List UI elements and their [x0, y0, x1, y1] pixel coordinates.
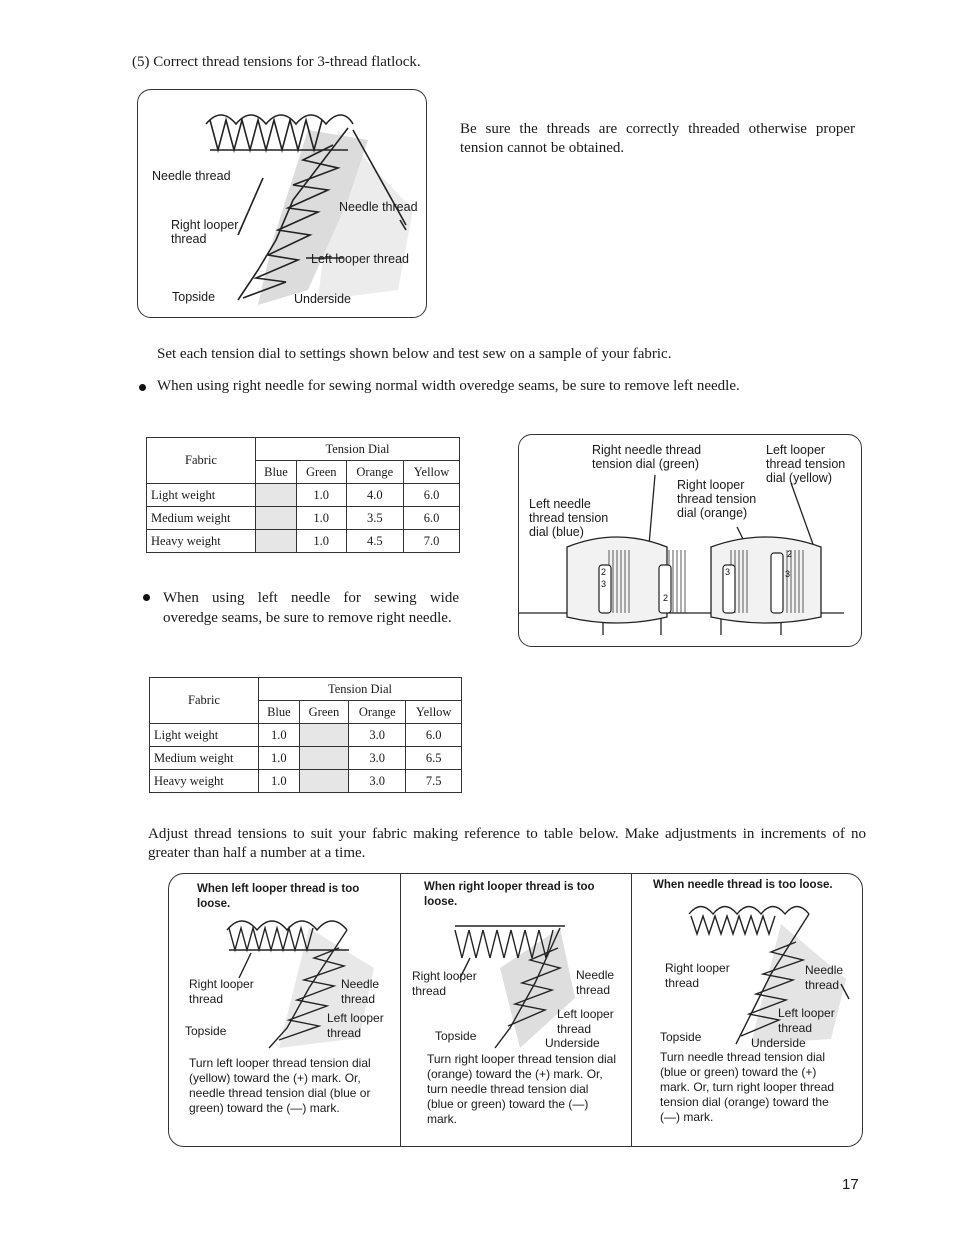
bullet-left-needle-text: When using left needle for sewing wide overedge seams, be sure to remove right needle.	[163, 590, 459, 626]
table2-green	[299, 770, 348, 793]
label-right-needle-dial: Right needle thread tension dial (green)	[592, 443, 702, 471]
label-needle: Needle thread	[576, 968, 615, 997]
table2-col-orange: Orange	[349, 701, 406, 724]
table1-col-blue: Blue	[256, 461, 297, 484]
label-right-looper: Right looper thread	[665, 961, 730, 990]
label-left-needle-dial: Left needle thread tension dial (blue)	[529, 497, 609, 539]
table-row	[150, 770, 462, 793]
label-right-looper: Right looper thread	[189, 977, 254, 1006]
table1-col-green: Green	[296, 461, 346, 484]
table2-orange: 3.0	[349, 770, 406, 793]
adjust-text: Adjust thread tensions to suit your fabric making reference to table below. Make adjustments in increments of no greater than half a number at a time.	[148, 826, 866, 861]
case-instruction: Turn left looper thread tension dial (yellow) toward the (+) mark. Or, needle thread tension dial (blue or green) toward the (—) mark.	[189, 1056, 371, 1115]
table-row	[150, 747, 462, 770]
label-right-looper-1: Right looper	[171, 218, 239, 232]
table1-green: 1.0	[296, 530, 346, 553]
table1-orange: 4.0	[346, 484, 403, 507]
table1-yellow: 6.0	[404, 507, 460, 530]
label-needle: Needle thread	[341, 977, 380, 1006]
case-needle-loose	[631, 874, 862, 1146]
label-topside: Topside	[172, 290, 216, 304]
bullet-right-needle-text: When using right needle for sewing normal width overedge seams, be sure to remove left needle.	[157, 378, 740, 394]
label-underside: Underside	[294, 292, 351, 306]
table1-group-header: Tension Dial	[256, 438, 460, 461]
table2-blue: 1.0	[259, 770, 300, 793]
label-needle-thread-left: Needle thread	[152, 169, 231, 183]
table2-fabric-header: Fabric	[150, 678, 259, 724]
intro-text: Be sure the threads are correctly threaded otherwise proper tension cannot be obtained.	[460, 121, 855, 156]
label-left-looper-thread: Left looper thread	[311, 252, 409, 266]
table1-orange: 4.5	[346, 530, 403, 553]
dial-mark: 2	[787, 549, 793, 559]
label-right-looper-2: thread	[171, 232, 207, 246]
table-row	[150, 724, 462, 747]
label-right-looper: Right looper thread	[412, 969, 477, 998]
dial-mark: 3	[785, 569, 791, 579]
bullet-dot	[139, 384, 146, 391]
table2-col-yellow: Yellow	[406, 701, 462, 724]
table1-orange: 3.5	[346, 507, 403, 530]
dial-mark: 3	[725, 567, 731, 577]
table2-green	[299, 747, 348, 770]
table2-fabric: Heavy weight	[150, 770, 259, 793]
label-needle-thread-right: Needle thread	[339, 200, 418, 214]
stitch-diagram-figure	[137, 89, 427, 318]
table1-yellow: 6.0	[404, 484, 460, 507]
table2-blue: 1.0	[259, 724, 300, 747]
tension-table-right-needle	[146, 437, 460, 553]
table1-col-yellow: Yellow	[404, 461, 460, 484]
adjustment-cases-box	[168, 873, 863, 1147]
label-needle: Needle thread	[805, 963, 844, 992]
table2-col-green: Green	[299, 701, 348, 724]
label-underside: Underside	[545, 1036, 600, 1050]
dial-mark: 2	[601, 567, 607, 577]
label-right-looper-dial: Right looper thread tension dial (orange)	[677, 478, 757, 520]
case-heading: When needle thread is too loose.	[653, 879, 833, 891]
dial-mark: 2	[663, 593, 669, 603]
table1-green: 1.0	[296, 484, 346, 507]
table1-fabric: Light weight	[147, 484, 256, 507]
table1-fabric-header: Fabric	[147, 438, 256, 484]
case-heading: When right looper thread is too loose.	[424, 881, 595, 908]
tension-dials-figure	[518, 434, 862, 647]
table2-group-header: Tension Dial	[259, 678, 462, 701]
table1-fabric: Heavy weight	[147, 530, 256, 553]
table-row	[147, 507, 460, 530]
case-right-looper-loose	[400, 874, 631, 1146]
tension-dials-illustration	[519, 435, 861, 646]
table2-yellow: 6.0	[406, 724, 462, 747]
table2-fabric: Light weight	[150, 724, 259, 747]
table1-blue	[256, 530, 297, 553]
label-topside: Topside	[185, 1024, 227, 1038]
tension-table-left-needle	[149, 677, 462, 793]
table1-yellow: 7.0	[404, 530, 460, 553]
label-topside: Topside	[660, 1030, 702, 1044]
label-topside: Topside	[435, 1029, 477, 1043]
label-left-looper: Left looper thread	[327, 1011, 384, 1040]
table1-blue	[256, 484, 297, 507]
table1-fabric: Medium weight	[147, 507, 256, 530]
dial-mark: 3	[601, 579, 607, 589]
table-row	[147, 530, 460, 553]
table2-yellow: 6.5	[406, 747, 462, 770]
table2-green	[299, 724, 348, 747]
table-row	[147, 484, 460, 507]
table2-orange: 3.0	[349, 747, 406, 770]
table1-blue	[256, 507, 297, 530]
set-dial-text: Set each tension dial to settings shown below and test sew on a sample of your fabric.	[157, 346, 672, 362]
table2-orange: 3.0	[349, 724, 406, 747]
table2-col-blue: Blue	[259, 701, 300, 724]
section-title: (5) Correct thread tensions for 3-thread flatlock.	[132, 54, 421, 70]
case-instruction: Turn right looper thread tension dial (orange) toward the (+) mark. Or, turn needle thread tension dial (blue or green) toward the (—) mark.	[427, 1052, 616, 1126]
bullet-dot	[143, 594, 150, 601]
label-underside: Underside	[751, 1036, 806, 1050]
case-heading: When left looper thread is too loose.	[197, 883, 360, 910]
label-left-looper: Left looper thread	[557, 1007, 614, 1036]
case-instruction: Turn needle thread tension dial (blue or green) toward the (+) mark. Or, turn right looper thread tension dial (orange) toward the (—) mark.	[660, 1050, 835, 1124]
table1-green: 1.0	[296, 507, 346, 530]
label-left-looper: Left looper thread	[778, 1006, 835, 1035]
table2-blue: 1.0	[259, 747, 300, 770]
table2-fabric: Medium weight	[150, 747, 259, 770]
table1-col-orange: Orange	[346, 461, 403, 484]
table2-yellow: 7.5	[406, 770, 462, 793]
case-left-looper-loose	[169, 874, 400, 1146]
label-left-looper-dial: Left looper thread tension dial (yellow)	[766, 443, 846, 485]
page-number: 17	[842, 1176, 859, 1193]
